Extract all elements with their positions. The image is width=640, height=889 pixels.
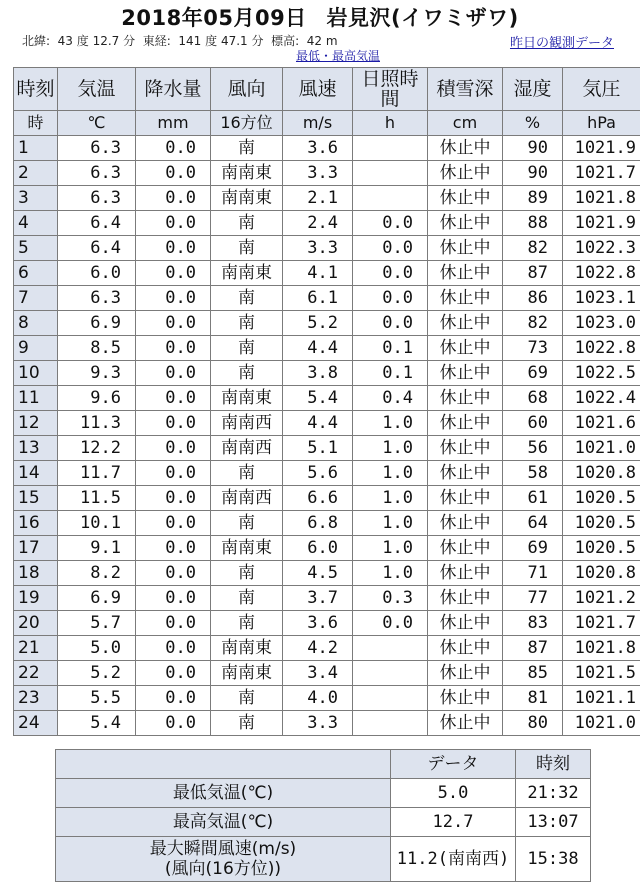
table-row	[14, 436, 640, 461]
cell-snow-depth: 休止中	[428, 336, 503, 361]
cell-sunshine: 0.0	[353, 311, 428, 336]
cell-pressure: 1021.9	[563, 211, 640, 236]
cell-pressure: 1020.5	[563, 536, 640, 561]
cell-snow-depth: 休止中	[428, 436, 503, 461]
cell-wind-speed: 3.3	[283, 711, 353, 736]
summary-value: 5.0	[391, 779, 516, 808]
cell-precipitation: 0.0	[136, 361, 211, 386]
cell-wind-direction: 南	[211, 686, 283, 711]
header-pressure: 気圧	[563, 68, 640, 111]
summary-time: 21:32	[516, 779, 591, 808]
table-row	[14, 261, 640, 286]
cell-wind-direction: 南	[211, 561, 283, 586]
cell-sunshine: 1.0	[353, 511, 428, 536]
cell-sunshine: 0.0	[353, 211, 428, 236]
cell-hour: 20	[14, 611, 58, 636]
cell-precipitation: 0.0	[136, 211, 211, 236]
cell-temperature: 5.5	[58, 686, 136, 711]
cell-precipitation: 0.0	[136, 636, 211, 661]
cell-hour: 4	[14, 211, 58, 236]
cell-sunshine: 1.0	[353, 486, 428, 511]
hourly-observation-table	[13, 67, 640, 736]
cell-sunshine: 0.3	[353, 586, 428, 611]
cell-precipitation: 0.0	[136, 236, 211, 261]
summary-header-row	[56, 750, 591, 779]
cell-sunshine	[353, 136, 428, 161]
cell-temperature: 9.3	[58, 361, 136, 386]
cell-snow-depth: 休止中	[428, 486, 503, 511]
cell-pressure: 1021.5	[563, 661, 640, 686]
table-row	[14, 136, 640, 161]
table-row	[14, 661, 640, 686]
cell-pressure: 1021.8	[563, 636, 640, 661]
summary-label: 最低気温(℃)	[56, 779, 391, 808]
cell-wind-direction: 南南東	[211, 636, 283, 661]
cell-sunshine: 0.1	[353, 336, 428, 361]
cell-humidity: 61	[503, 486, 563, 511]
cell-pressure: 1021.8	[563, 186, 640, 211]
observation-date: 2018年05月09日	[121, 6, 307, 30]
cell-humidity: 82	[503, 236, 563, 261]
cell-hour: 12	[14, 411, 58, 436]
cell-snow-depth: 休止中	[428, 711, 503, 736]
cell-humidity: 85	[503, 661, 563, 686]
cell-snow-depth: 休止中	[428, 461, 503, 486]
cell-snow-depth: 休止中	[428, 236, 503, 261]
unit-snow-depth: cm	[428, 111, 503, 136]
cell-humidity: 58	[503, 461, 563, 486]
cell-temperature: 5.4	[58, 711, 136, 736]
table-row	[14, 286, 640, 311]
cell-wind-speed: 4.4	[283, 336, 353, 361]
cell-humidity: 90	[503, 136, 563, 161]
previous-day-link[interactable]: 昨日の観測データ	[509, 36, 614, 51]
table-row	[14, 411, 640, 436]
cell-wind-direction: 南	[211, 211, 283, 236]
table-row	[14, 211, 640, 236]
cell-wind-direction: 南	[211, 336, 283, 361]
cell-temperature: 8.2	[58, 561, 136, 586]
table-row	[14, 186, 640, 211]
cell-temperature: 6.4	[58, 236, 136, 261]
cell-humidity: 69	[503, 361, 563, 386]
cell-temperature: 11.3	[58, 411, 136, 436]
header-temperature: 気温	[58, 68, 136, 111]
header-wind-direction: 風向	[211, 68, 283, 111]
unit-temperature: ℃	[58, 111, 136, 136]
cell-humidity: 77	[503, 586, 563, 611]
cell-sunshine	[353, 161, 428, 186]
cell-wind-direction: 南	[211, 511, 283, 536]
cell-temperature: 5.2	[58, 661, 136, 686]
cell-wind-direction: 南	[211, 611, 283, 636]
table-row	[14, 161, 640, 186]
table-row	[14, 711, 640, 736]
cell-wind-direction: 南南東	[211, 186, 283, 211]
cell-precipitation: 0.0	[136, 161, 211, 186]
cell-humidity: 82	[503, 311, 563, 336]
cell-snow-depth: 休止中	[428, 686, 503, 711]
cell-humidity: 87	[503, 636, 563, 661]
cell-pressure: 1021.7	[563, 611, 640, 636]
cell-temperature: 11.5	[58, 486, 136, 511]
table-row	[14, 611, 640, 636]
cell-sunshine: 1.0	[353, 536, 428, 561]
cell-temperature: 6.9	[58, 586, 136, 611]
cell-humidity: 89	[503, 186, 563, 211]
cell-wind-speed: 6.0	[283, 536, 353, 561]
header-humidity: 湿度	[503, 68, 563, 111]
cell-temperature: 11.7	[58, 461, 136, 486]
cell-wind-direction: 南南東	[211, 536, 283, 561]
cell-wind-speed: 2.4	[283, 211, 353, 236]
cell-humidity: 88	[503, 211, 563, 236]
unit-wind-direction: 16方位	[211, 111, 283, 136]
cell-sunshine	[353, 711, 428, 736]
cell-wind-speed: 3.3	[283, 161, 353, 186]
cell-humidity: 73	[503, 336, 563, 361]
cell-hour: 13	[14, 436, 58, 461]
cell-snow-depth: 休止中	[428, 261, 503, 286]
cell-wind-speed: 6.6	[283, 486, 353, 511]
table-row	[14, 686, 640, 711]
cell-hour: 1	[14, 136, 58, 161]
cell-wind-speed: 3.8	[283, 361, 353, 386]
cell-precipitation: 0.0	[136, 411, 211, 436]
summary-label: 最大瞬間風速(m/s) (風向(16方位))	[56, 837, 391, 882]
table-row	[14, 561, 640, 586]
cell-precipitation: 0.0	[136, 461, 211, 486]
station-coordinates: 北緯: 43 度 12.7 分 東経: 141 度 47.1 分 標高: 42 m	[22, 34, 338, 48]
page-title	[0, 2, 640, 32]
cell-humidity: 71	[503, 561, 563, 586]
daily-summary-table	[55, 749, 591, 882]
cell-wind-direction: 南南東	[211, 161, 283, 186]
cell-wind-speed: 4.4	[283, 411, 353, 436]
table-units-row	[14, 111, 640, 136]
cell-wind-direction: 南南東	[211, 261, 283, 286]
table-row	[14, 486, 640, 511]
cell-sunshine: 1.0	[353, 436, 428, 461]
cell-sunshine: 0.0	[353, 611, 428, 636]
table-row	[14, 386, 640, 411]
summary-header-2: 時刻	[516, 750, 591, 779]
table-row	[14, 511, 640, 536]
cell-hour: 6	[14, 261, 58, 286]
cell-wind-speed: 6.1	[283, 286, 353, 311]
cell-sunshine	[353, 661, 428, 686]
cell-pressure: 1022.4	[563, 386, 640, 411]
cell-precipitation: 0.0	[136, 336, 211, 361]
cell-wind-direction: 南南東	[211, 661, 283, 686]
cell-precipitation: 0.0	[136, 611, 211, 636]
cell-wind-speed: 3.4	[283, 661, 353, 686]
cell-wind-speed: 4.0	[283, 686, 353, 711]
cell-sunshine: 0.0	[353, 236, 428, 261]
cell-precipitation: 0.0	[136, 186, 211, 211]
cell-pressure: 1020.5	[563, 486, 640, 511]
cell-wind-direction: 南	[211, 361, 283, 386]
cell-wind-direction: 南	[211, 311, 283, 336]
cell-hour: 11	[14, 386, 58, 411]
table-header-row	[14, 68, 640, 111]
unit-hour: 時	[14, 111, 58, 136]
cell-snow-depth: 休止中	[428, 211, 503, 236]
cell-wind-speed: 5.2	[283, 311, 353, 336]
cell-pressure: 1021.7	[563, 161, 640, 186]
summary-row	[56, 837, 591, 882]
cell-hour: 14	[14, 461, 58, 486]
cell-snow-depth: 休止中	[428, 411, 503, 436]
cell-snow-depth: 休止中	[428, 561, 503, 586]
cell-pressure: 1020.8	[563, 561, 640, 586]
cell-wind-speed: 6.8	[283, 511, 353, 536]
cell-wind-speed: 3.7	[283, 586, 353, 611]
cell-hour: 15	[14, 486, 58, 511]
cell-humidity: 87	[503, 261, 563, 286]
cell-precipitation: 0.0	[136, 136, 211, 161]
cell-temperature: 6.3	[58, 286, 136, 311]
cell-snow-depth: 休止中	[428, 186, 503, 211]
cell-precipitation: 0.0	[136, 711, 211, 736]
cell-precipitation: 0.0	[136, 261, 211, 286]
summary-row	[56, 808, 591, 837]
cell-pressure: 1023.0	[563, 311, 640, 336]
cell-wind-speed: 5.4	[283, 386, 353, 411]
cell-sunshine: 1.0	[353, 461, 428, 486]
cell-hour: 10	[14, 361, 58, 386]
cell-snow-depth: 休止中	[428, 536, 503, 561]
cell-pressure: 1021.2	[563, 586, 640, 611]
min-max-temp-link[interactable]: 最低・最高気温	[295, 49, 380, 63]
table-row	[14, 361, 640, 386]
table-row	[14, 536, 640, 561]
cell-temperature: 6.9	[58, 311, 136, 336]
table-row	[14, 336, 640, 361]
cell-sunshine: 0.0	[353, 261, 428, 286]
cell-humidity: 56	[503, 436, 563, 461]
cell-humidity: 83	[503, 611, 563, 636]
header-wind-speed: 風速	[283, 68, 353, 111]
summary-header-1: データ	[391, 750, 516, 779]
table-row	[14, 636, 640, 661]
cell-temperature: 6.0	[58, 261, 136, 286]
cell-temperature: 6.3	[58, 161, 136, 186]
cell-wind-speed: 3.6	[283, 611, 353, 636]
cell-hour: 21	[14, 636, 58, 661]
cell-snow-depth: 休止中	[428, 286, 503, 311]
cell-sunshine: 1.0	[353, 411, 428, 436]
cell-humidity: 60	[503, 411, 563, 436]
summary-header-0	[56, 750, 391, 779]
cell-wind-direction: 南	[211, 586, 283, 611]
header-snow-depth: 積雪深	[428, 68, 503, 111]
cell-temperature: 5.7	[58, 611, 136, 636]
cell-hour: 24	[14, 711, 58, 736]
summary-time: 13:07	[516, 808, 591, 837]
cell-hour: 7	[14, 286, 58, 311]
cell-wind-direction: 南南西	[211, 436, 283, 461]
summary-row	[56, 779, 591, 808]
cell-wind-speed: 5.6	[283, 461, 353, 486]
cell-precipitation: 0.0	[136, 511, 211, 536]
cell-pressure: 1022.8	[563, 261, 640, 286]
cell-pressure: 1020.8	[563, 461, 640, 486]
cell-snow-depth: 休止中	[428, 386, 503, 411]
cell-wind-direction: 南	[211, 286, 283, 311]
cell-temperature: 9.6	[58, 386, 136, 411]
cell-hour: 23	[14, 686, 58, 711]
header-sunshine: 日照時間	[353, 68, 428, 111]
table-row	[14, 311, 640, 336]
cell-snow-depth: 休止中	[428, 311, 503, 336]
cell-humidity: 80	[503, 711, 563, 736]
cell-hour: 2	[14, 161, 58, 186]
cell-hour: 22	[14, 661, 58, 686]
cell-precipitation: 0.0	[136, 661, 211, 686]
table-row	[14, 586, 640, 611]
cell-hour: 16	[14, 511, 58, 536]
cell-hour: 19	[14, 586, 58, 611]
cell-humidity: 64	[503, 511, 563, 536]
summary-label: 最高気温(℃)	[56, 808, 391, 837]
cell-wind-direction: 南	[211, 711, 283, 736]
summary-value: 11.2(南南西)	[391, 837, 516, 882]
cell-sunshine	[353, 636, 428, 661]
cell-hour: 9	[14, 336, 58, 361]
unit-sunshine: h	[353, 111, 428, 136]
cell-wind-direction: 南南西	[211, 411, 283, 436]
header-hour: 時刻	[14, 68, 58, 111]
cell-snow-depth: 休止中	[428, 361, 503, 386]
cell-wind-speed: 3.3	[283, 236, 353, 261]
cell-pressure: 1021.9	[563, 136, 640, 161]
cell-precipitation: 0.0	[136, 436, 211, 461]
cell-hour: 8	[14, 311, 58, 336]
cell-hour: 5	[14, 236, 58, 261]
cell-wind-direction: 南	[211, 461, 283, 486]
cell-snow-depth: 休止中	[428, 511, 503, 536]
cell-humidity: 90	[503, 161, 563, 186]
cell-precipitation: 0.0	[136, 586, 211, 611]
cell-sunshine: 0.1	[353, 361, 428, 386]
cell-temperature: 6.3	[58, 186, 136, 211]
cell-wind-direction: 南	[211, 236, 283, 261]
cell-snow-depth: 休止中	[428, 586, 503, 611]
cell-sunshine: 1.0	[353, 561, 428, 586]
cell-hour: 17	[14, 536, 58, 561]
unit-precipitation: mm	[136, 111, 211, 136]
cell-temperature: 10.1	[58, 511, 136, 536]
cell-pressure: 1021.1	[563, 686, 640, 711]
cell-pressure: 1022.5	[563, 361, 640, 386]
cell-wind-speed: 5.1	[283, 436, 353, 461]
cell-humidity: 69	[503, 536, 563, 561]
unit-pressure: hPa	[563, 111, 640, 136]
cell-temperature: 12.2	[58, 436, 136, 461]
cell-precipitation: 0.0	[136, 311, 211, 336]
cell-pressure: 1023.1	[563, 286, 640, 311]
cell-sunshine: 0.4	[353, 386, 428, 411]
cell-snow-depth: 休止中	[428, 136, 503, 161]
summary-value: 12.7	[391, 808, 516, 837]
unit-wind-speed: m/s	[283, 111, 353, 136]
unit-humidity: %	[503, 111, 563, 136]
cell-wind-direction: 南	[211, 136, 283, 161]
cell-snow-depth: 休止中	[428, 611, 503, 636]
cell-hour: 18	[14, 561, 58, 586]
cell-pressure: 1021.6	[563, 411, 640, 436]
cell-pressure: 1021.0	[563, 436, 640, 461]
cell-precipitation: 0.0	[136, 386, 211, 411]
cell-pressure: 1022.3	[563, 236, 640, 261]
cell-temperature: 6.3	[58, 136, 136, 161]
cell-sunshine: 0.0	[353, 286, 428, 311]
cell-wind-speed: 4.1	[283, 261, 353, 286]
cell-precipitation: 0.0	[136, 486, 211, 511]
cell-snow-depth: 休止中	[428, 636, 503, 661]
cell-temperature: 6.4	[58, 211, 136, 236]
cell-pressure: 1021.0	[563, 711, 640, 736]
cell-hour: 3	[14, 186, 58, 211]
station-name: 岩見沢(イワミザワ)	[326, 6, 519, 30]
cell-precipitation: 0.0	[136, 561, 211, 586]
cell-snow-depth: 休止中	[428, 661, 503, 686]
cell-wind-speed: 4.5	[283, 561, 353, 586]
cell-precipitation: 0.0	[136, 536, 211, 561]
cell-snow-depth: 休止中	[428, 161, 503, 186]
cell-precipitation: 0.0	[136, 686, 211, 711]
summary-time: 15:38	[516, 837, 591, 882]
cell-temperature: 9.1	[58, 536, 136, 561]
table-row	[14, 236, 640, 261]
table-row	[14, 461, 640, 486]
cell-pressure: 1022.8	[563, 336, 640, 361]
cell-wind-speed: 2.1	[283, 186, 353, 211]
cell-sunshine	[353, 186, 428, 211]
cell-temperature: 5.0	[58, 636, 136, 661]
cell-temperature: 8.5	[58, 336, 136, 361]
cell-humidity: 68	[503, 386, 563, 411]
cell-wind-speed: 4.2	[283, 636, 353, 661]
cell-wind-direction: 南南西	[211, 486, 283, 511]
cell-precipitation: 0.0	[136, 286, 211, 311]
cell-wind-speed: 3.6	[283, 136, 353, 161]
cell-sunshine	[353, 686, 428, 711]
cell-humidity: 86	[503, 286, 563, 311]
cell-humidity: 81	[503, 686, 563, 711]
header-precipitation: 降水量	[136, 68, 211, 111]
cell-pressure: 1020.5	[563, 511, 640, 536]
cell-wind-direction: 南南東	[211, 386, 283, 411]
